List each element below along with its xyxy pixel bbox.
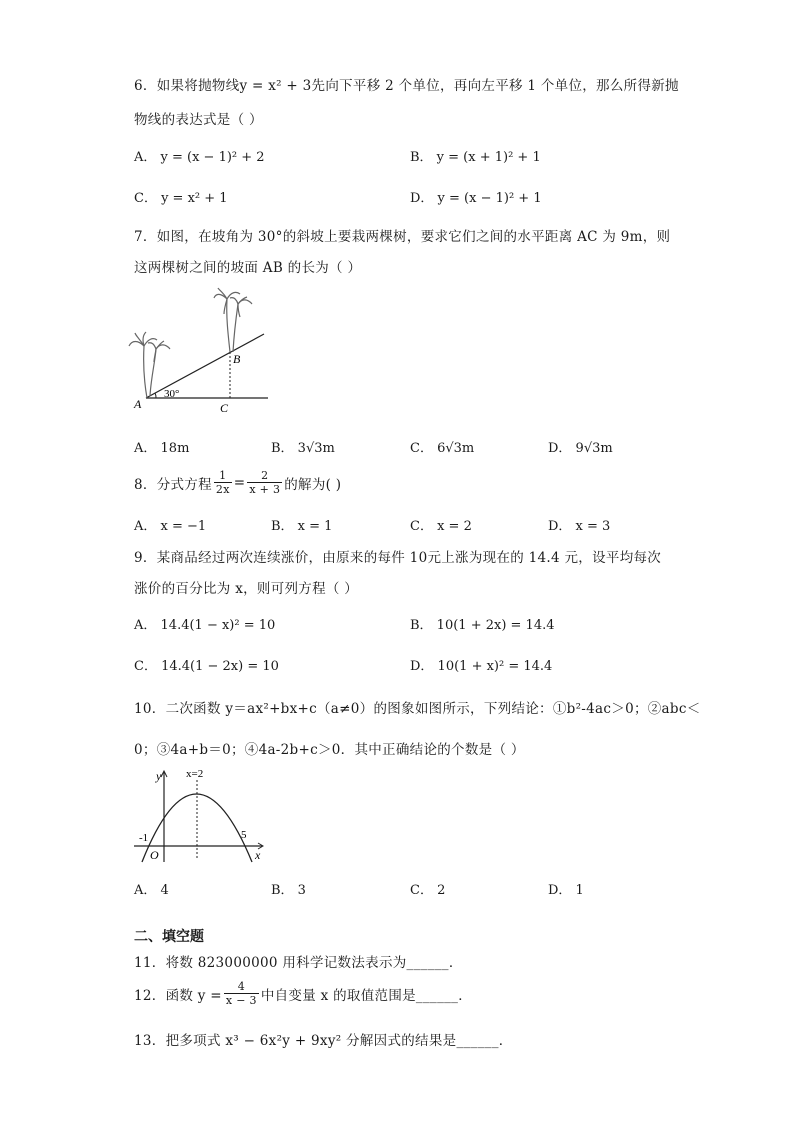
right-root-label: 5	[241, 829, 247, 841]
q8-prefix: 8．分式方程	[134, 476, 212, 493]
q7-option-c[interactable]: C． 6√3m	[410, 441, 475, 456]
q12-fraction	[224, 980, 259, 1007]
q13-text: 13．把多项式 x³ − 6x²y + 9xy² 分解因式的结果是______．	[134, 1033, 513, 1049]
q8-option-b[interactable]: B． x = 1	[271, 519, 333, 534]
label-c: C	[220, 401, 229, 415]
q6-option-a[interactable]: A． y = (x − 1)² + 2	[134, 150, 265, 165]
q10-line2: 0；③4a+b＝0；④4a-2b+c＞0．其中正确结论的个数是（ ）	[134, 742, 525, 758]
q8-option-c[interactable]: C． x = 2	[410, 519, 472, 534]
q9-option-a[interactable]: A． 14.4(1 − x)² = 10	[134, 618, 276, 633]
q6-line1: 6．如果将抛物线y = x² + 3先向下平移 2 个单位，再向左平移 1 个单位，那么所得新抛	[134, 78, 679, 94]
q8-fraction-left	[214, 469, 232, 496]
q8-frac1-den: 2x	[215, 483, 230, 496]
palm-tree-b-icon	[214, 288, 252, 352]
q8-fraction-right	[247, 469, 282, 496]
parabola-figure	[130, 764, 270, 864]
left-root-label: -1	[139, 832, 149, 844]
q8-frac1-num: 1	[214, 469, 232, 483]
q10-option-a[interactable]: A． 4	[134, 883, 169, 898]
label-a: A	[134, 397, 142, 411]
q7-line2: 这两棵树之间的坡面 AB 的长为（ ）	[134, 260, 362, 276]
q10-line1: 10．二次函数 y＝ax²+bx+c（a≠0）的图象如图所示，下列结论：①b²-4ac＞0；②abc＜	[134, 701, 701, 717]
angle-label: 30°	[164, 388, 180, 400]
label-b: B	[233, 352, 241, 366]
slope-figure	[126, 286, 276, 416]
q6-option-b[interactable]: B． y = (x + 1)² + 1	[410, 150, 541, 165]
q8-equals: =	[233, 474, 246, 491]
q9-option-b[interactable]: B． 10(1 + 2x) = 14.4	[410, 618, 555, 633]
q12-frac-num: 4	[224, 980, 259, 994]
q8-stem	[134, 469, 341, 496]
origin-label: O	[150, 848, 159, 862]
q7-option-d[interactable]: D． 9√3m	[548, 441, 613, 456]
q11-text: 11．将数 823000000 用科学记数法表示为______．	[134, 955, 463, 971]
q7-option-b[interactable]: B． 3√3m	[271, 441, 335, 456]
symmetry-label: x=2	[186, 768, 204, 780]
q12-frac-den: x − 3	[225, 994, 257, 1007]
y-label: y	[156, 769, 162, 783]
q10-option-b[interactable]: B． 3	[271, 883, 306, 898]
q8-frac2-num: 2	[247, 469, 282, 483]
q9-option-d[interactable]: D． 10(1 + x)² = 14.4	[410, 659, 553, 674]
q8-option-a[interactable]: A． x = −1	[134, 519, 207, 534]
angle-arc	[155, 393, 156, 398]
q8-frac2-den: x + 3	[249, 483, 281, 496]
q6-option-c[interactable]: C． y = x² + 1	[134, 191, 228, 206]
x-label: x	[255, 848, 261, 862]
q9-line1: 9．某商品经过两次连续涨价，由原来的每件 10元上涨为现在的 14.4 元，设平均每次	[134, 550, 662, 566]
q10-option-d[interactable]: D． 1	[548, 883, 584, 898]
q6-line2: 物线的表达式是（ ）	[134, 112, 263, 128]
q12-suffix: 中自变量 x 的取值范围是______．	[260, 987, 473, 1004]
q9-option-c[interactable]: C． 14.4(1 − 2x) = 10	[134, 659, 279, 674]
q12-prefix: 12．函数 y =	[134, 987, 222, 1004]
q7-line1: 7．如图，在坡角为 30°的斜坡上要栽两棵树，要求它们之间的水平距离 AC 为 9m，则	[134, 229, 671, 245]
section-title: 二、填空题	[134, 929, 204, 945]
q12-stem	[134, 980, 472, 1007]
q8-suffix: 的解为( )	[284, 476, 342, 493]
q10-option-c[interactable]: C． 2	[410, 883, 446, 898]
q7-option-a[interactable]: A． 18m	[134, 441, 190, 456]
q8-option-d[interactable]: D． x = 3	[548, 519, 611, 534]
q6-option-d[interactable]: D． y = (x − 1)² + 1	[410, 191, 542, 206]
q9-line2: 涨价的百分比为 x，则可列方程（ ）	[134, 581, 359, 597]
